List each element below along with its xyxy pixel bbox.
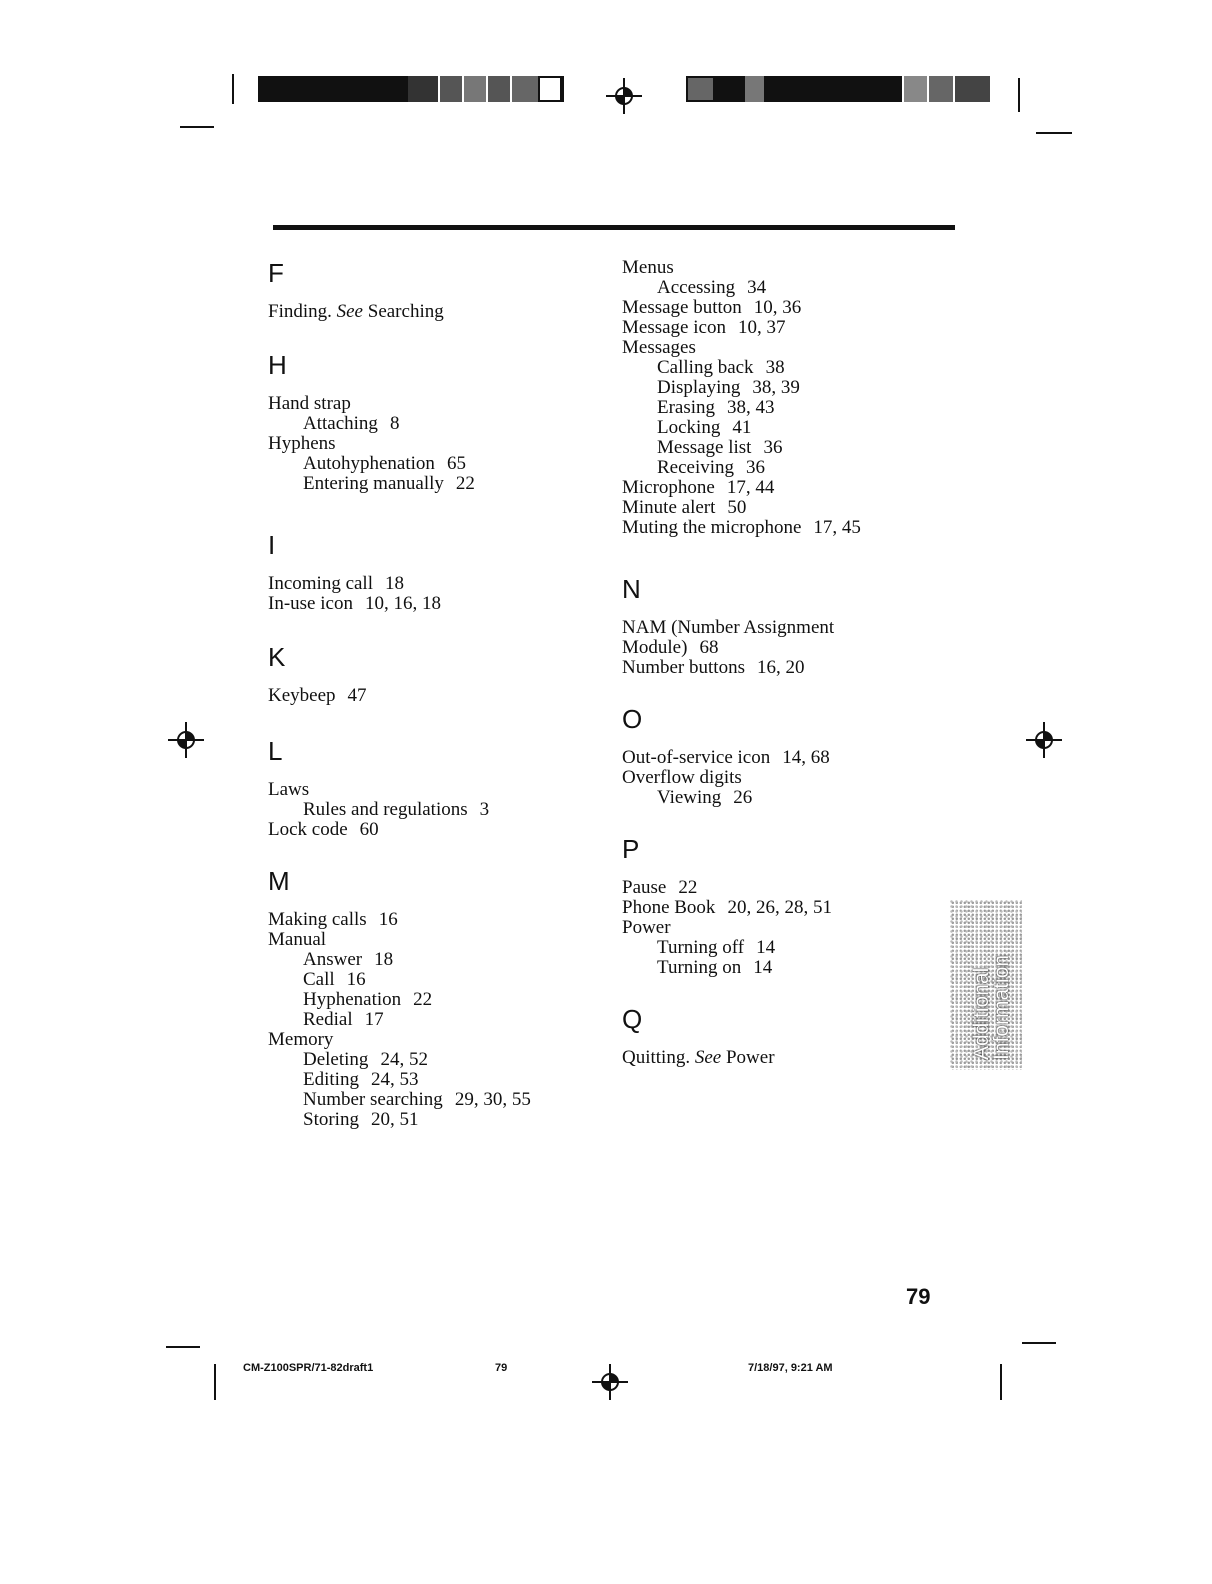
index-column-left bbox=[268, 258, 598, 1130]
index-term: Keybeep bbox=[268, 685, 336, 706]
print-control-bar-right bbox=[686, 76, 990, 102]
crop-mark bbox=[1036, 132, 1072, 134]
index-term: Receiving bbox=[657, 457, 735, 478]
index-subentry bbox=[268, 970, 598, 990]
index-term: Deleting bbox=[303, 1049, 369, 1070]
index-term: Redial bbox=[303, 1009, 353, 1030]
index-column-right bbox=[622, 258, 952, 1068]
index-term: Hyphens bbox=[268, 433, 336, 454]
index-entry bbox=[622, 618, 952, 638]
crop-mark bbox=[214, 1364, 216, 1400]
index-entry bbox=[622, 298, 952, 318]
index-section bbox=[268, 258, 598, 322]
index-entry bbox=[622, 338, 952, 358]
index-page-refs: 22 bbox=[455, 473, 475, 494]
index-term: Displaying bbox=[657, 377, 741, 398]
index-page-refs: 65 bbox=[446, 453, 466, 474]
index-page-refs: 36 bbox=[746, 457, 766, 478]
index-term: Module) bbox=[622, 637, 688, 658]
index-page-refs: 10, 37 bbox=[737, 317, 786, 338]
registration-mark-icon bbox=[604, 76, 644, 116]
index-subentry bbox=[268, 474, 598, 494]
index-letter-heading: K bbox=[268, 642, 286, 672]
index-subentry bbox=[622, 398, 952, 418]
index-page-refs: 41 bbox=[732, 417, 752, 438]
index-subentry bbox=[268, 1090, 598, 1110]
index-page-refs: 60 bbox=[359, 819, 379, 840]
index-page-refs: 16 bbox=[378, 909, 398, 930]
index-term: Accessing bbox=[657, 277, 736, 298]
index-term: Hyphenation bbox=[303, 989, 402, 1010]
index-term: Messages bbox=[622, 337, 696, 358]
index-entry bbox=[622, 768, 952, 788]
index-page-refs: 14 bbox=[753, 957, 773, 978]
footer-timestamp: 7/18/97, 9:21 AM bbox=[748, 1362, 833, 1374]
index-term: Memory bbox=[268, 1029, 334, 1050]
index-entry bbox=[268, 780, 598, 800]
see-reference: See bbox=[336, 301, 363, 322]
index-page-refs: 29, 30, 55 bbox=[454, 1089, 531, 1110]
index-term: Overflow digits bbox=[622, 767, 742, 788]
index-page-refs: 18 bbox=[374, 949, 394, 970]
index-section bbox=[622, 258, 952, 538]
index-page-refs: 16 bbox=[346, 969, 366, 990]
index-entry bbox=[268, 302, 598, 322]
index-letter-heading: Q bbox=[622, 1004, 643, 1034]
index-term: Viewing bbox=[657, 787, 722, 808]
index-term: Minute alert bbox=[622, 497, 716, 518]
index-term: Message button bbox=[622, 297, 742, 318]
index-section bbox=[622, 574, 952, 678]
index-section bbox=[622, 834, 952, 978]
index-subentry bbox=[622, 788, 952, 808]
index-term: Laws bbox=[268, 779, 310, 800]
index-page-refs: 20, 51 bbox=[370, 1109, 419, 1130]
index-page-refs: 10, 16, 18 bbox=[364, 593, 441, 614]
index-term: In-use icon bbox=[268, 593, 353, 614]
index-entry bbox=[622, 478, 952, 498]
index-term: Calling back bbox=[657, 357, 754, 378]
index-subentry bbox=[622, 378, 952, 398]
index-entry bbox=[268, 394, 598, 414]
crop-mark bbox=[166, 1346, 200, 1348]
index-subentry bbox=[268, 1070, 598, 1090]
index-section bbox=[268, 736, 598, 840]
index-letter-heading: M bbox=[268, 866, 290, 896]
index-subentry bbox=[268, 800, 598, 820]
index-subentry bbox=[622, 958, 952, 978]
print-control-bar-left bbox=[258, 76, 564, 102]
index-subentry bbox=[268, 950, 598, 970]
index-entry bbox=[622, 658, 952, 678]
index-term: Muting the microphone bbox=[622, 517, 802, 538]
index-entry bbox=[622, 878, 952, 898]
see-reference: See bbox=[694, 1047, 722, 1068]
index-entry bbox=[268, 686, 598, 706]
index-term: Entering manually bbox=[303, 473, 444, 494]
index-letter-heading: F bbox=[268, 258, 284, 288]
index-term: Rules and regulations bbox=[303, 799, 468, 820]
index-letter-heading: O bbox=[622, 704, 643, 734]
index-section bbox=[622, 704, 952, 808]
index-term: Microphone bbox=[622, 477, 715, 498]
crop-mark bbox=[1018, 78, 1020, 112]
registration-mark-icon bbox=[166, 720, 206, 760]
index-page-refs: 20, 26, 28, 51 bbox=[727, 897, 832, 918]
page-number: 79 bbox=[906, 1284, 931, 1309]
side-tab-line1: Additional bbox=[970, 967, 993, 1060]
registration-mark-icon bbox=[1024, 720, 1064, 760]
footer-page: 79 bbox=[495, 1362, 508, 1374]
index-letter-heading: I bbox=[268, 530, 276, 560]
index-page-refs: 10, 36 bbox=[753, 297, 802, 318]
index-section bbox=[268, 866, 598, 1130]
index-subentry bbox=[622, 438, 952, 458]
index-subentry bbox=[622, 358, 952, 378]
index-term: Answer bbox=[303, 949, 363, 970]
index-term: Locking bbox=[657, 417, 721, 438]
crop-mark bbox=[1000, 1364, 1002, 1400]
index-page-refs: 14, 68 bbox=[782, 747, 830, 768]
index-subentry bbox=[268, 454, 598, 474]
index-term: Out-of-service icon bbox=[622, 747, 771, 768]
index-term: Quitting. bbox=[622, 1047, 691, 1068]
index-page-refs: 22 bbox=[678, 877, 698, 898]
index-term: Pause bbox=[622, 877, 667, 898]
index-page-refs: 18 bbox=[385, 573, 404, 594]
index-page-refs: 50 bbox=[727, 497, 747, 518]
index-term: Erasing bbox=[657, 397, 716, 418]
index-section bbox=[268, 642, 598, 706]
index-entry bbox=[268, 434, 598, 454]
index-page-refs: 14 bbox=[756, 937, 776, 958]
index-term: NAM (Number Assignment bbox=[622, 617, 835, 638]
index-page-refs: 16, 20 bbox=[756, 657, 805, 678]
index-subentry bbox=[268, 1110, 598, 1130]
index-page-refs: 38, 43 bbox=[727, 397, 775, 418]
index-term: Phone Book bbox=[622, 897, 716, 918]
index-term: Menus bbox=[622, 257, 674, 278]
index-term: Lock code bbox=[268, 819, 348, 840]
see-target: Searching bbox=[367, 301, 444, 322]
index-entry bbox=[268, 930, 598, 950]
index-section bbox=[268, 530, 598, 614]
index-subentry bbox=[622, 938, 952, 958]
index-term: Call bbox=[303, 969, 335, 990]
index-entry bbox=[622, 748, 952, 768]
index-term: Message list bbox=[657, 437, 752, 458]
crop-mark bbox=[1022, 1342, 1056, 1344]
index-page-refs: 36 bbox=[763, 437, 783, 458]
index-page-refs: 38, 39 bbox=[752, 377, 800, 398]
index-term: Message icon bbox=[622, 317, 726, 338]
index-term: Manual bbox=[268, 929, 327, 950]
section-side-tab bbox=[950, 900, 1022, 1070]
index-term: Power bbox=[622, 917, 671, 938]
index-entry bbox=[622, 498, 952, 518]
index-page-refs: 17, 44 bbox=[726, 477, 775, 498]
index-term: Making calls bbox=[268, 909, 367, 930]
index-entry bbox=[622, 918, 952, 938]
index-page-refs: 38 bbox=[765, 357, 785, 378]
index-entry bbox=[622, 1048, 952, 1068]
index-term: Finding. bbox=[268, 301, 332, 322]
index-page-refs: 8 bbox=[389, 413, 400, 434]
index-entry bbox=[268, 820, 598, 840]
index-page-refs: 68 bbox=[699, 637, 719, 658]
index-entry bbox=[622, 898, 952, 918]
index-entry bbox=[622, 318, 952, 338]
index-letter-heading: L bbox=[268, 736, 283, 766]
registration-mark-icon bbox=[590, 1362, 630, 1402]
index-term: Turning off bbox=[657, 937, 745, 958]
index-term: Incoming call bbox=[268, 573, 373, 594]
index-section bbox=[268, 350, 598, 494]
crop-mark bbox=[180, 126, 214, 128]
index-letter-heading: P bbox=[622, 834, 640, 864]
index-page-refs: 22 bbox=[413, 989, 433, 1010]
index-letter-heading: N bbox=[622, 574, 641, 604]
index-subentry bbox=[268, 1050, 598, 1070]
index-page-refs: 34 bbox=[747, 277, 767, 298]
index-subentry bbox=[268, 1010, 598, 1030]
index-subentry bbox=[268, 990, 598, 1010]
index-term: Turning on bbox=[657, 957, 742, 978]
index-subentry bbox=[268, 414, 598, 434]
index-section bbox=[622, 1004, 952, 1068]
index-subentry bbox=[622, 458, 952, 478]
index-term: Storing bbox=[303, 1109, 359, 1130]
index-page-refs: 17, 45 bbox=[813, 517, 861, 538]
index-page-refs: 17 bbox=[364, 1009, 384, 1030]
index-entry bbox=[268, 594, 598, 614]
index-page-refs: 26 bbox=[733, 787, 753, 808]
index-subentry bbox=[622, 278, 952, 298]
crop-mark bbox=[232, 74, 234, 104]
see-target: Power bbox=[725, 1047, 775, 1068]
index-term: Attaching bbox=[303, 413, 378, 434]
side-tab-label bbox=[972, 900, 1012, 1060]
index-subentry bbox=[622, 418, 952, 438]
index-term: Number buttons bbox=[622, 657, 745, 678]
index-entry bbox=[622, 258, 952, 278]
index-page-refs: 24, 53 bbox=[370, 1069, 419, 1090]
index-entry bbox=[268, 1030, 598, 1050]
index-entry bbox=[268, 574, 598, 594]
index-page-refs: 24, 52 bbox=[380, 1049, 428, 1070]
index-term: Editing bbox=[303, 1069, 359, 1090]
index-term: Autohyphenation bbox=[303, 453, 435, 474]
index-term: Hand strap bbox=[268, 393, 351, 414]
index-entry bbox=[622, 638, 952, 658]
index-letter-heading: H bbox=[268, 350, 287, 380]
index-page-refs: 3 bbox=[479, 799, 490, 820]
index-term: Number searching bbox=[303, 1089, 443, 1110]
side-tab-line2: Information bbox=[990, 954, 1013, 1060]
index-page-refs: 47 bbox=[347, 685, 367, 706]
footer-file-name: CM-Z100SPR/71-82draft1 bbox=[243, 1362, 374, 1374]
index-entry bbox=[622, 518, 952, 538]
header-rule bbox=[273, 225, 955, 230]
index-entry bbox=[268, 910, 598, 930]
